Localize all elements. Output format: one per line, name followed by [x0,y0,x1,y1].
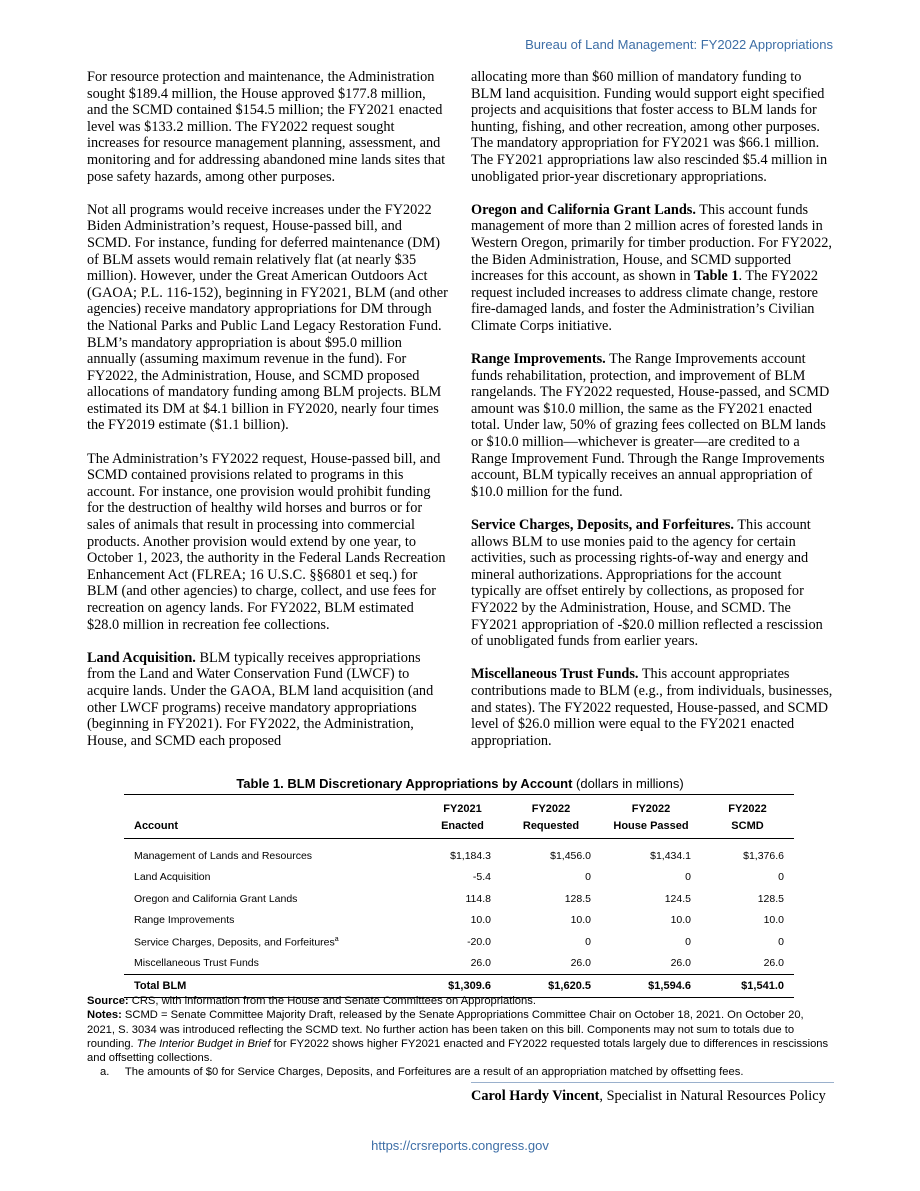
cell-value: 128.5 [757,892,784,905]
paragraph: allocating more than $60 million of mandatory funding to BLM land acquisition. Funding would support eight specified projects and acquisitions that foster access to BLM lands for hunting, fishing, and other recreation, among other purposes. The mandatory appropriation for FY2021 was $66.1 million. The FY2021 appropriations law also rescinded $5.4 million in unobligated prior-year discretionary appropriations. [471,69,828,185]
table-reference: Table 1 [694,268,739,285]
cell-value: 10.0 [670,914,691,927]
appropriations-table [124,794,794,998]
paragraph-text: BLM typically receives appropriations from the Land and Water Conservation Fund (LWCF) to acquire lands. Under the GAOA, BLM land acquisition (and other LWCF programs) receive mandatory appropriations (beginning in FY2021). For FY2022, the Administration, House, and SCMD each proposed [87,649,434,749]
cell-value: $1,594.6 [601,975,701,998]
cell-value: 0 [585,871,591,884]
paragraph [471,666,833,749]
paragraph [87,650,449,750]
source-note: Source: CRS, with information from the House and Senate Committees on Appropriations. [87,995,536,1007]
right-column [471,69,833,766]
cell-value: 26.0 [670,957,691,970]
section-heading-oc-grant-lands: Oregon and California Grant Lands. [471,201,696,218]
paragraph-text: This account allows BLM to use monies paid to the agency for certain activities, such as processing rights-of-way and energy and mineral authorizations. Appropriations for the account typically are offset entirely by collections, as proposed for FY2022 by the Administration, House, and SCMD. The FY2021 appropriation of -$20.0 million reflected a rescission of unobligated funds from earlier years. [471,517,823,650]
paragraph-text: This account appropriates contributions made to BLM (e.g., from individuals, businesses, and states). The FY2022 requested, House-passed, and SCMD level of $26.0 million were equal to the FY2021 enacted appropriation. [471,666,833,749]
paragraph-text: . The FY2022 request included increases to address climate change, restore fire-damaged lands, and foster the Administration’s Civilian Climate Corps initiative. [471,268,819,334]
paragraph [471,517,833,650]
section-heading-range-improvements: Range Improvements. [471,351,606,368]
paragraph-text: This account funds management of more than 2 million acres of forested lands in Western Oregon, primarily for timber production. For FY2022, the Biden Administration, House, and SCMD supported increases for this account, as shown in [471,201,832,285]
column-header-fy2022-house-passed: FY2022 House Passed [601,795,701,839]
table-header-row [124,795,794,839]
cell-value: $1,309.6 [424,975,501,998]
cell-value: 0 [685,935,691,948]
cell-value: 114.8 [465,892,491,905]
cell-value: 0 [778,935,784,948]
section-heading-service-charges: Service Charges, Deposits, and Forfeitures. [471,517,734,534]
cell-value: 10.0 [763,914,784,927]
author-byline [471,1087,833,1105]
table-row [124,931,794,953]
table-notes [87,994,833,1080]
cell-value: 26.0 [470,957,491,970]
cell-value: $1,456.0 [550,849,591,862]
notes-text: Notes: SCMD = Senate Committee Majority Draft, released by the Senate Appropriations Committee Chair on October 18, 2021. On October 20, 2021, S. 3034 was introduced reflecting the SCMD text. No further action has been taken on this bill. Components may not sum to totals due to rounding. The Interior Budget in Brief for FY2022 shows higher FY2021 enacted and FY2022 requested totals largely due to differences in rescissions and offsetting collections. [87,1009,829,1065]
footer-link[interactable]: https://crsreports.congress.gov [371,1138,549,1153]
column-header-fy2022-scmd: FY2022 SCMD [701,795,794,839]
author-divider [471,1082,834,1083]
cell-value: -5.4 [472,871,491,884]
running-header: Bureau of Land Management: FY2022 Appropriations [525,37,833,52]
paragraph: Not all programs would receive increases under the FY2022 Biden Administration’s request, House-passed bill, and SCMD. For instance, funding for deferred maintenance (DM) of BLM assets would remain relatively flat (at nearly $35 million). However, under the Great American Outdoors Act (GAOA; P.L. 116-152), beginning in FY2021, BLM (and other agencies) receive mandatory appropriations for DM through the National Parks and Public Land Legacy Restoration Fund. BLM’s mandatory appropriation is about $95.0 million annually (assuming maximum revenue in the fund). For FY2022, the Administration, House, and SCMD proposed allocations of mandatory funding among BLM projects. BLM estimated its DM at $4.1 billion in FY2020, nearly four times the FY2019 estimate ($1.1 billion). [87,201,448,434]
cell-value: $1,541.0 [701,975,794,998]
table-row [124,888,794,910]
account-name: Miscellaneous Trust Funds [134,957,259,970]
cell-value: $1,376.6 [743,849,784,862]
cell-value: 124.5 [664,892,691,905]
cell-value: $1,620.5 [501,975,601,998]
account-name: Land Acquisition [134,871,211,884]
cell-value: $1,184.3 [450,849,491,862]
section-heading-misc-trust-funds: Miscellaneous Trust Funds. [471,666,639,683]
footnote: a. The amounts of $0 for Service Charges, Deposits, and Forfeitures are a result of an appropriation matched by offsetting fees. [100,1066,744,1079]
table-title-bold: Table 1. BLM Discretionary Appropriations by Account [236,776,573,791]
column-header-account: Account [124,795,424,839]
column-header-fy2021-enacted: FY2021 Enacted [424,795,501,839]
cell-value: 0 [685,871,691,884]
section-heading-land-acquisition: Land Acquisition. [87,649,196,666]
paragraph [471,351,833,500]
paragraph: For resource protection and maintenance, the Administration sought $189.4 million, the House approved $177.8 million, and the SCMD contained $154.5 million; the FY2021 enacted level was $133.2 million. The FY2022 request sought increases for resource management planning, assessment, and monitoring and for addressing abandoned mine lands sites that pose safety hazards, among other purposes. [87,69,446,185]
table-title [0,776,920,791]
footnote-marker: a [334,935,339,943]
table-title-units: (dollars in millions) [572,776,684,791]
cell-value: 0 [778,871,784,884]
cell-value: $1,434.1 [650,849,691,862]
cell-value: 10.0 [470,914,491,927]
column-header-fy2022-requested: FY2022 Requested [501,795,601,839]
table-row [124,867,794,889]
cell-value: -20.0 [467,935,491,948]
cell-value: 26.0 [570,957,591,970]
paragraph-text: The Range Improvements account funds rehabilitation, protection, and improvement of BLM rangelands. The FY2022 requested, House-passed, and SCMD amount was $10.0 million, the same as the FY2021 enacted total. Under law, 50% of grazing fees collected on BLM lands or $10.0 million—whichever is greater—are credited to a Range Improvement Fund. Through the Range Improvements account, BLM typically receives an annual appropriation of $10.0 million for the fund. [471,351,830,500]
account-name: Management of Lands and Resources [134,849,313,862]
account-name: Range Improvements [134,914,235,927]
cell-value: 10.0 [570,914,591,927]
cell-value: 26.0 [763,957,784,970]
left-column [87,69,449,766]
account-name: Total BLM [124,975,424,998]
cell-value: 0 [585,935,591,948]
paragraph [471,202,833,335]
paragraph: The Administration’s FY2022 request, House-passed bill, and SCMD contained provisions related to programs in this account. For instance, one provision would prohibit funding for the destruction of healthy wild horses and burros or for sales of animals that result in processing into commercial products. Another provision would extend by one year, to October 1, 2023, the authority in the Federal Lands Recreation Enhancement Act (FLREA; 16 U.S.C. §§6801 et seq.) for BLM (and other agencies) to charge, collect, and use fees for recreation on agency lands. For FY2022, BLM estimated $28.0 million in recreation fee collections. [87,450,446,633]
author-title: , Specialist in Natural Resources Policy [599,1088,826,1104]
account-name: Service Charges, Deposits, and Forfeitures$^a$ [134,935,339,948]
table-row [124,839,794,867]
author-name: Carol Hardy Vincent [471,1088,600,1104]
table-row [124,910,794,932]
account-name: Oregon and California Grant Lands [134,892,298,905]
cell-value: 128.5 [564,892,591,905]
table-row [124,953,794,975]
